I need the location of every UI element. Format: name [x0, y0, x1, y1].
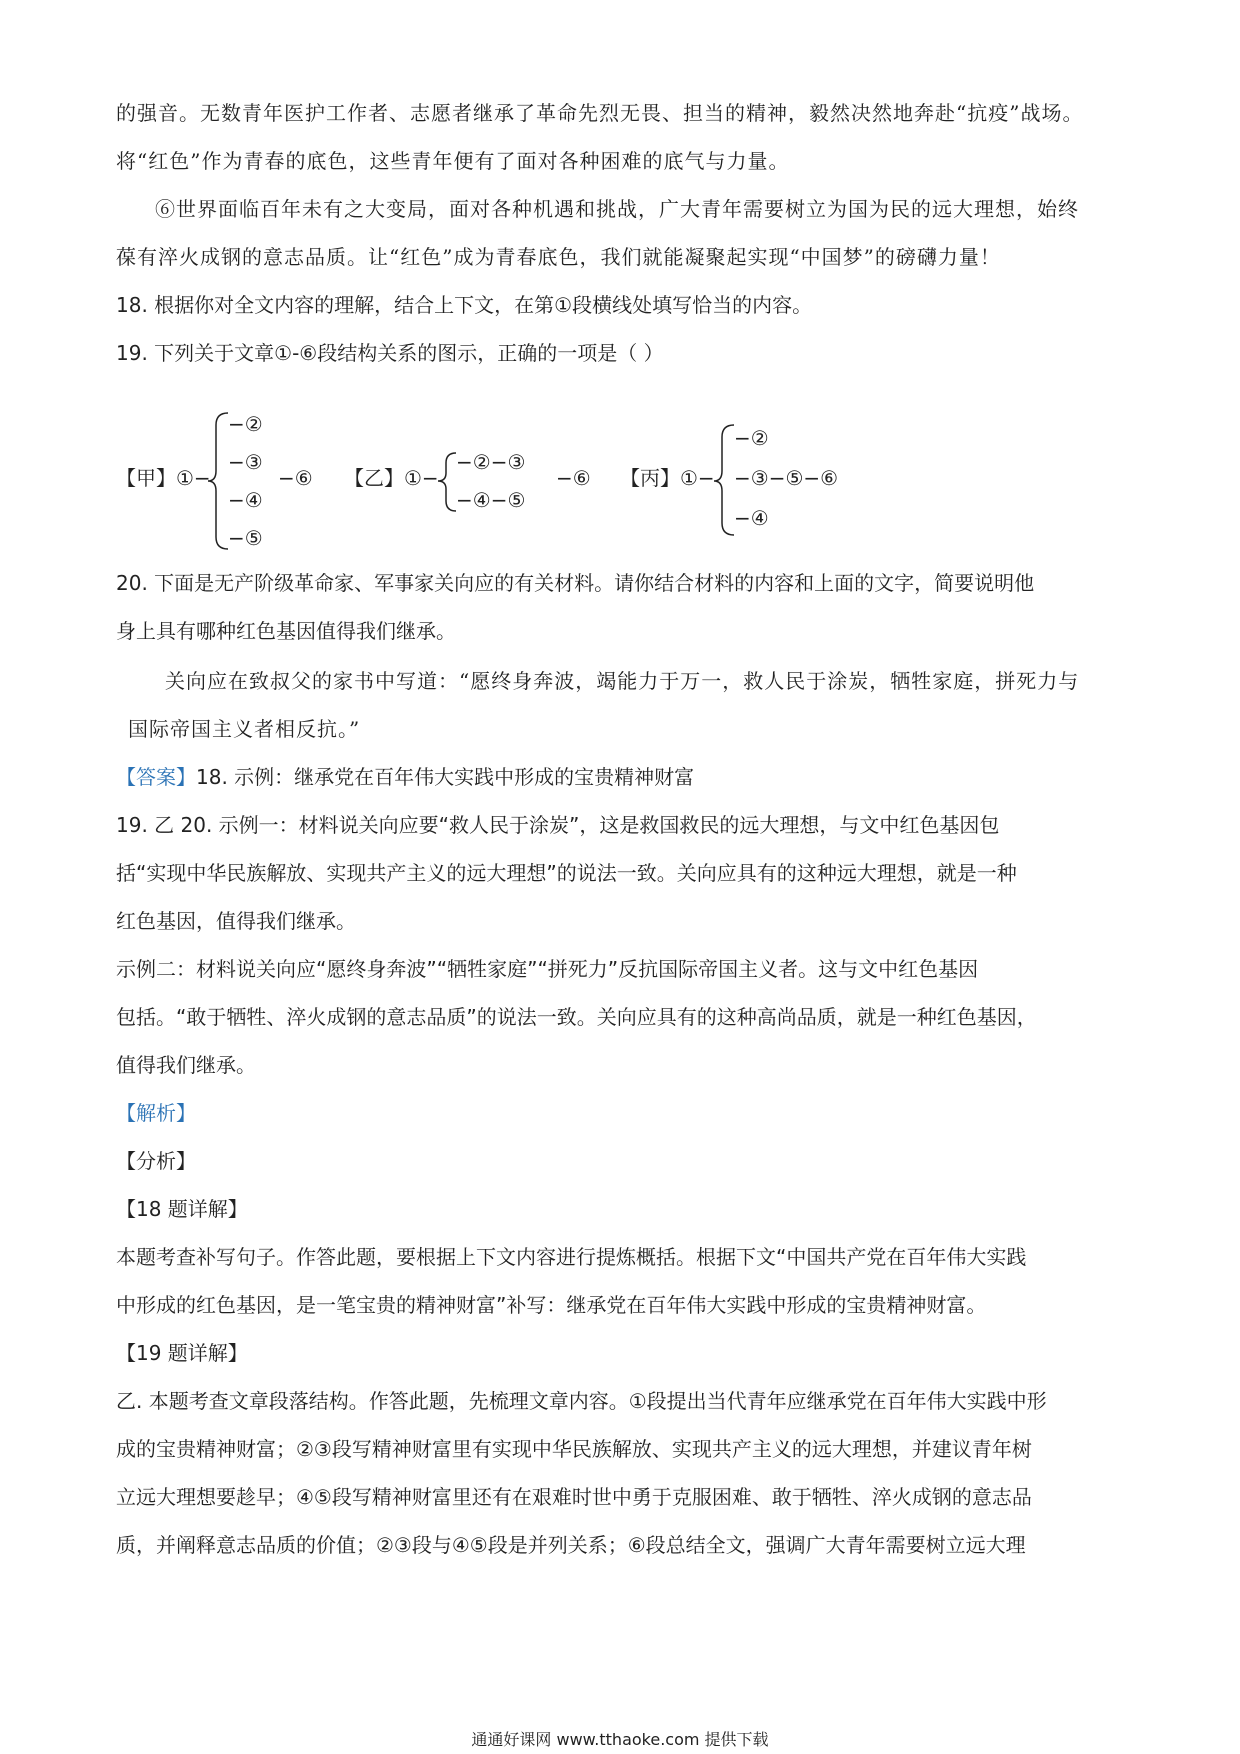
- option-yi-branch: −④−⑤: [456, 488, 526, 512]
- page-footer: 通通好课网 www.tthaoke.com 提供下载: [471, 1730, 769, 1749]
- section-heading: 【18 题详解】: [116, 1197, 248, 1221]
- option-yi-label: 【乙】①−: [344, 466, 439, 490]
- answer-line: 值得我们继承。: [116, 1053, 256, 1077]
- detail-line: 本题考查补写句子。作答此题，要根据上下文内容进行提炼概括。根据下文“中国共产党在百年伟大实践: [116, 1245, 1027, 1269]
- option-bing-branch: −②: [734, 426, 769, 450]
- option-jia-branch: −②: [228, 412, 263, 436]
- option-yi-branch: −②−③: [456, 450, 526, 474]
- answer-line: 括“实现中华民族解放、实现共产主义的远大理想”的说法一致。关向应具有的这种远大理想，就是一种: [116, 861, 1017, 885]
- option-jia-branch: −⑤: [228, 526, 263, 550]
- option-bing-label: 【丙】①−: [620, 466, 715, 490]
- answer-line: 示例二：材料说关向应“愿终身奔波”“牺牲家庭”“拼死力”反抗国际帝国主义者。这与文中红色基因: [116, 957, 979, 981]
- answer-line: 红色基因，值得我们继承。: [116, 909, 356, 933]
- detail-line: 乙. 本题考查文章段落结构。作答此题，先梳理文章内容。①段提出当代青年应继承党在百年伟大实践中形: [116, 1389, 1047, 1413]
- section-heading: 【19 题详解】: [116, 1341, 248, 1365]
- answer-line: 包括。“敢于牺牲、淬火成钢的意志品质”的说法一致。关向应具有的这种高尚品质，就是一种红色基因，: [116, 1005, 1037, 1029]
- detail-line: 质，并阐释意志品质的价值；②③段与④⑤段是并列关系；⑥段总结全文，强调广大青年需要树立远大理: [116, 1533, 1026, 1557]
- passage-line: ⑥世界面临百年未有之大变局，面对各种机遇和挑战，广大青年需要树立为国为民的远大理想，始终: [155, 197, 1079, 221]
- brace-icon: [714, 425, 734, 535]
- question-20: 身上具有哪种红色基因值得我们继承。: [116, 619, 456, 643]
- material-text: 国际帝国主义者相反抗。”: [128, 717, 361, 741]
- option-jia-tail: −⑥: [278, 466, 313, 490]
- passage-line: 葆有淬火成钢的意志品质。让“红色”成为青春底色，我们就能凝聚起实现“中国梦”的磅礴力量！: [116, 245, 1001, 269]
- answer-line: 19. 乙 20. 示例一：材料说关向应要“救人民于涂炭”，这是救国救民的远大理想，与文中红色基因包: [116, 813, 1000, 837]
- option-jia-label: 【甲】①−: [116, 466, 211, 490]
- section-heading: 【分析】: [116, 1149, 196, 1173]
- option-yi: [344, 450, 591, 512]
- answer-tag: 【答案】: [116, 765, 196, 789]
- question-19: 19. 下列关于文章①-⑥段结构关系的图示，正确的一项是（ ）: [116, 341, 664, 365]
- brace-icon: [438, 453, 456, 511]
- answer-line: [116, 764, 694, 790]
- detail-line: 成的宝贵精神财富；②③段写精神财富里有实现中华民族解放、实现共产主义的远大理想，并建议青年树: [116, 1437, 1032, 1461]
- passage-line: 的强音。无数青年医护工作者、志愿者继承了革命先烈无畏、担当的精神，毅然决然地奔赴“抗疫”战场。: [116, 101, 1084, 125]
- passage-line: 将“红色”作为青春的底色，这些青年便有了面对各种困难的底气与力量。: [116, 149, 790, 173]
- analysis-heading: 【解析】: [116, 1101, 196, 1125]
- detail-line: 中形成的红色基因，是一笔宝贵的精神财富”补写：继承党在百年伟大实践中形成的宝贵精神财富。: [116, 1293, 987, 1317]
- question-18: 18. 根据你对全文内容的理解，结合上下文，在第①段横线处填写恰当的内容。: [116, 293, 813, 317]
- option-jia-branch: −④: [228, 488, 263, 512]
- option-yi-tail: −⑥: [556, 466, 591, 490]
- option-jia: [116, 412, 313, 550]
- detail-line: 立远大理想要趁早；④⑤段写精神财富里还有在艰难时世中勇于克服困难、敢于牺牲、淬火成钢的意志品: [116, 1485, 1032, 1509]
- answer-18: 18. 示例：继承党在百年伟大实践中形成的宝贵精神财富: [196, 765, 695, 789]
- option-bing-branch: −④: [734, 506, 769, 530]
- question-20: 20. 下面是无产阶级革命家、军事家关向应的有关材料。请你结合材料的内容和上面的文字，简要说明他: [116, 571, 1035, 595]
- option-bing: [620, 425, 838, 535]
- material-text: 关向应在致叔父的家书中写道：“愿终身奔波，竭能力于万一，救人民于涂炭，牺牲家庭，拼死力与: [165, 669, 1080, 693]
- option-jia-branch: −③: [228, 450, 263, 474]
- brace-icon: [208, 413, 228, 549]
- structure-diagram: [116, 405, 916, 555]
- option-bing-branch: −③−⑤−⑥: [734, 466, 839, 490]
